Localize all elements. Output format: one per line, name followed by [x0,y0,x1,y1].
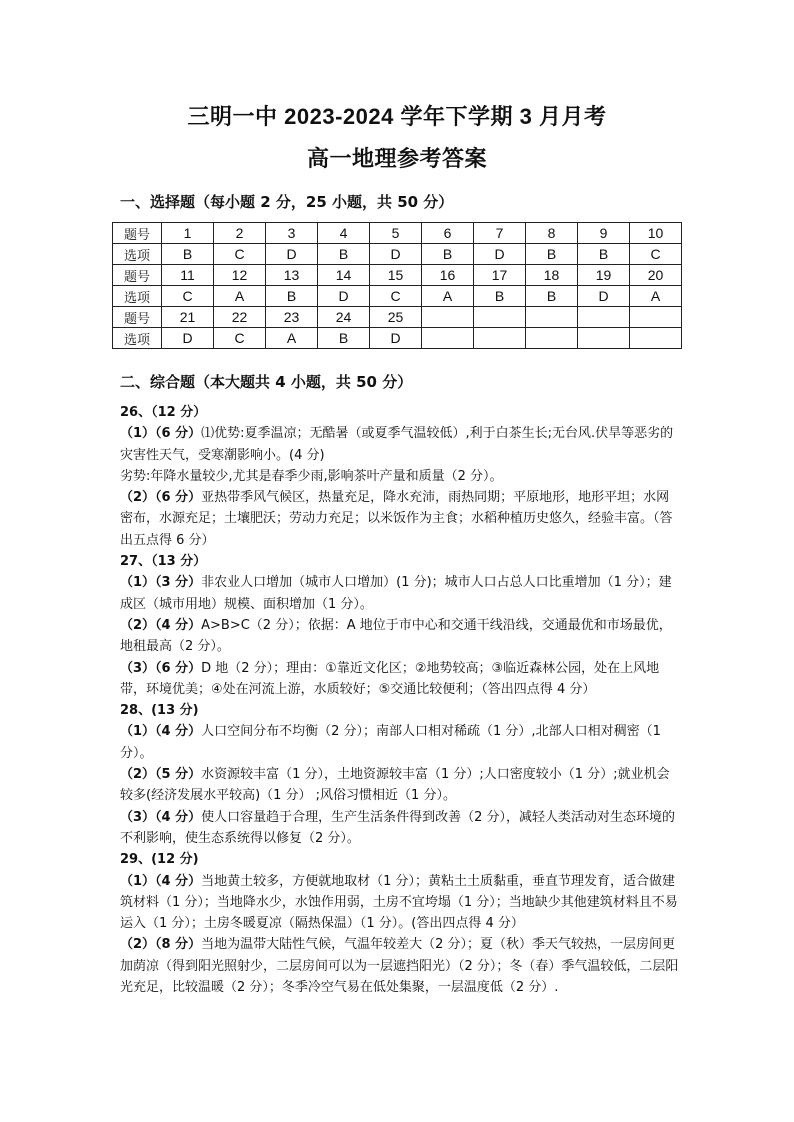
part-text: 当地为温带大陆性气候，气温年较差大（2 分）；夏（秋）季天气较热，一层房间更加荫凉（得到阳光照射少，二层房间可以为一层遮挡阳光）（2 分）；冬（春）季气温较低，二层阳光充足，比较温暖（2 分）；冬季冷空气易在低处集聚，一层温度低（2 分）. [120,937,679,996]
table-cell: B [526,286,578,307]
part-text: 亚热带季风气候区，热量充足，降水充沛，雨热同期；平原地形，地形平坦；水网密布，水源充足；土壤肥沃；劳动力充足；以米饭作为主食；水稻种植历史悠久，经验丰富。（答出五点得 6 分） [120,490,673,548]
question-29-heading: 29、(12 分) [120,852,199,868]
table-cell: 10 [630,223,682,244]
question-26-part-2 [120,487,682,551]
question-29-part-1 [120,871,682,935]
row-label: 题号 [113,265,162,286]
table-cell: C [214,328,266,349]
table-cell: B [266,286,318,307]
question-27-part-2 [120,615,682,658]
table-cell: B [162,244,214,265]
page-title: 三明一中 2023-2024 学年下学期 3 月月考 [187,104,607,129]
table-cell [578,328,630,349]
question-26-part-1 [120,423,682,466]
table-cell: 22 [214,307,266,328]
table-cell: B [578,244,630,265]
table-cell: B [526,244,578,265]
part-tag: （2）（5 分） [120,767,202,783]
part-tag: （1）（4 分） [120,724,202,740]
table-cell: 13 [266,265,318,286]
table-cell: D [370,244,422,265]
part-text: 当地黄土较多，方便就地取材（1 分）；黄粘土土质黏重，垂直节理发育，适合做建筑材料（1 分）；当地降水少，水蚀作用弱，土房不宜垮塌（1 分）；当地缺少其他建筑材料且不易运入（1 分）；土房冬暖夏凉（隔热保温）（1 分）。(答出四点得 4 分） [120,873,678,932]
table-row [113,265,682,286]
table-cell: C [630,244,682,265]
table-row [113,307,682,328]
part-text: ⑴优势:夏季温凉；无酷暑（或夏季气温较低）,利于白茶生长;无台风.伏旱等恶劣的灾害性天气，受寒潮影响小。(4 分) [120,426,674,463]
table-row [113,286,682,307]
table-cell: 16 [422,265,474,286]
table-cell: 9 [578,223,630,244]
page-subtitle: 高一地理参考答案 [306,146,487,171]
table-cell [578,307,630,328]
table-cell: D [474,244,526,265]
comprehensive-answers [120,402,682,998]
table-cell: D [370,328,422,349]
table-cell: 21 [162,307,214,328]
question-29-part-2 [120,934,682,998]
part-tag: （1）（6 分） [120,426,202,442]
table-cell [474,307,526,328]
table-cell: 7 [474,223,526,244]
table-cell: A [422,286,474,307]
part-tag: （2）（6 分） [120,490,202,506]
table-cell [630,328,682,349]
table-cell: A [266,328,318,349]
table-cell: 17 [474,265,526,286]
part-text: D 地（2 分）；理由：①靠近文化区；②地势较高；③临近森林公园，处在上风地带，环境优美；④处在河流上游，水质较好；⑤交通比较便利；（答出四点得 4 分） [120,660,660,697]
table-cell [422,307,474,328]
row-label: 选项 [113,286,162,307]
table-cell: 11 [162,265,214,286]
table-cell: 18 [526,265,578,286]
table-cell: A [214,286,266,307]
part-tag: （3）（6 分） [120,660,202,676]
table-cell: 2 [214,223,266,244]
question-26-part-1b: 劣势:年降水量较少,尤其是春季少雨,影响茶叶产量和质量（2 分）。 [120,468,503,484]
part-text: A>B>C（2 分）；依据：A 地位于市中心和交通干线沿线，交通最优和市场最优，地租最高（2 分）。 [120,617,672,655]
table-cell: B [318,328,370,349]
part-tag: （3）（4 分） [120,809,202,825]
table-cell: 4 [318,223,370,244]
part-text: 水资源较丰富（1 分），土地资源较丰富（1 分）;人口密度较小（1 分）;就业机会较多(经济发展水平较高)（1 分） ;风俗习惯相近（1 分）。 [120,767,670,804]
table-cell: 14 [318,265,370,286]
question-28-part-3 [120,807,682,850]
part-tag: （2）（4 分） [120,617,202,633]
table-cell: A [630,286,682,307]
table-cell: 3 [266,223,318,244]
part-tag: （1）（3 分） [120,575,202,591]
table-cell: 24 [318,307,370,328]
part-text: 使人口容量趋于合理，生产生活条件得到改善（2 分），减轻人类活动对生态环境的不利影响，使生态系统得以修复（2 分）。 [120,809,676,846]
table-cell: 23 [266,307,318,328]
table-cell: C [162,286,214,307]
table-cell: D [318,286,370,307]
table-cell: D [162,328,214,349]
section-heading-choice: 一、选择题（每小题 2 分，25 小题，共 50 分） [120,193,454,211]
table-cell: 20 [630,265,682,286]
answer-table [112,222,682,349]
table-cell: B [318,244,370,265]
part-tag: （2）（8 分） [120,937,202,953]
table-cell: 12 [214,265,266,286]
question-28-heading: 28、(13 分) [120,703,199,719]
table-cell [526,307,578,328]
part-tag: （1）（4 分） [120,873,202,889]
table-cell: 8 [526,223,578,244]
question-28-part-1 [120,721,682,764]
table-cell [422,328,474,349]
table-row [113,223,682,244]
table-cell: 6 [422,223,474,244]
table-cell: C [214,244,266,265]
table-cell: 19 [578,265,630,286]
table-cell [474,328,526,349]
question-27-part-1 [120,572,682,615]
table-cell: D [266,244,318,265]
question-27-heading: 27、（13 分） [120,554,207,570]
table-cell: C [370,286,422,307]
part-text: 人口空间分布不均衡（2 分）；南部人口相对稀疏（1 分）,北部人口相对稠密（1 分）。 [120,724,661,761]
question-28-part-2 [120,764,682,807]
table-cell: 25 [370,307,422,328]
table-row [113,244,682,265]
table-cell: B [422,244,474,265]
table-cell: 1 [162,223,214,244]
row-label: 题号 [113,307,162,328]
part-text: 非农业人口增加（城市人口增加）(1 分)；城市人口占总人口比重增加（1 分）；建成区（城市用地）规模、面积增加（1 分）。 [120,575,672,612]
table-cell [526,328,578,349]
row-label: 选项 [113,244,162,265]
table-cell [630,307,682,328]
section-heading-comprehensive: 二、综合题（本大题共 4 小题，共 50 分） [120,373,413,391]
question-27-part-3 [120,658,682,701]
table-cell: D [578,286,630,307]
table-row [113,328,682,349]
table-cell: 15 [370,265,422,286]
table-cell: 5 [370,223,422,244]
table-cell: B [474,286,526,307]
question-26-heading: 26、（12 分） [120,405,207,420]
row-label: 选项 [113,328,162,349]
row-label: 题号 [113,223,162,244]
